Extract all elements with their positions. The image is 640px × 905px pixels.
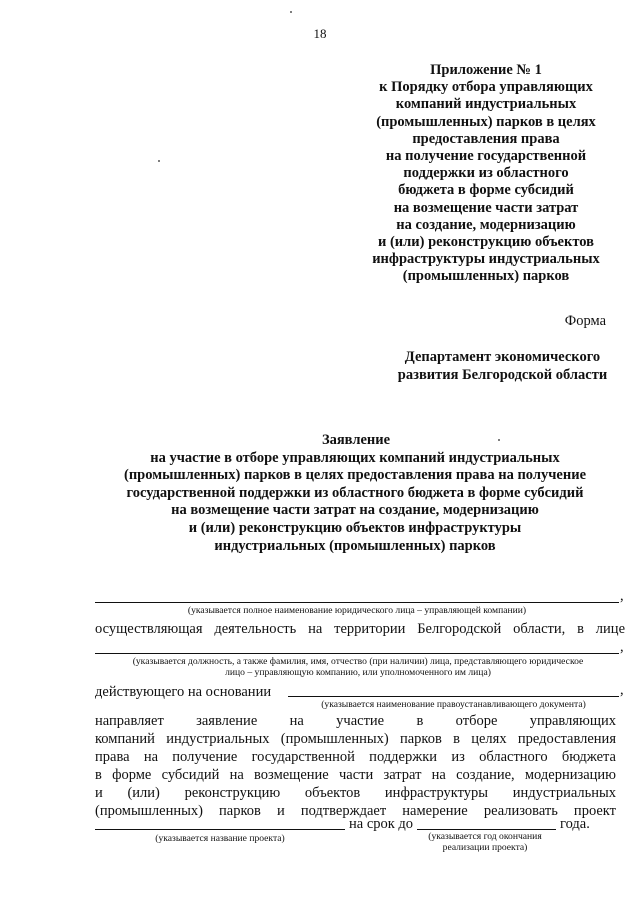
application-subtitle-line: индустриальных (промышленных) парков	[214, 537, 496, 554]
page-number: 18	[313, 26, 327, 41]
application-title: Заявление	[321, 432, 391, 448]
appendix-header	[355, 62, 617, 286]
end-year-caption-line: (указывается год окончания	[428, 831, 542, 842]
department-line: Департамент экономического	[404, 349, 601, 365]
form-label: Форма	[564, 313, 606, 329]
body-line: в форме субсидий на возмещение части затрат на создание, модернизацию	[95, 767, 616, 783]
company-name-field[interactable]	[95, 602, 619, 603]
appendix-line: (промышленных) парков	[402, 268, 570, 285]
appendix-line: бюджета в форме субсидий	[398, 182, 574, 199]
end-year-caption	[410, 831, 560, 853]
appendix-line: на возмещение части затрат	[393, 199, 579, 216]
basis-document-caption: (указывается наименование правоустанавливающего документа)	[321, 699, 586, 710]
appendix-line: к Порядку отбора управляющих	[379, 79, 593, 96]
year-suffix: года.	[560, 816, 590, 832]
appendix-line: предоставления права	[412, 130, 560, 147]
representative-caption-line: лицо – управляющую компанию, или уполномоченного им лица)	[225, 667, 491, 678]
scan-speck	[158, 160, 160, 162]
appendix-title: Приложение № 1	[430, 62, 542, 78]
appendix-line: поддержки из областного	[403, 165, 569, 182]
comma: ,	[620, 639, 624, 655]
company-name-caption: (указывается полное наименование юридического лица – управляющей компании)	[187, 605, 527, 616]
application-subtitle-line: (промышленных) парков в целях предоставления права на получение	[123, 467, 587, 484]
body-line: права на получение государственной поддержки из областного бюджета	[95, 749, 616, 765]
representative-field[interactable]	[95, 653, 619, 654]
appendix-line: (промышленных) парков в целях	[376, 113, 596, 130]
scan-speck	[498, 439, 500, 441]
body-line: компаний индустриальных (промышленных) парков в целях предоставления	[95, 731, 616, 747]
application-subtitle-line: на участие в отборе управляющих компаний индустриальных	[150, 449, 560, 466]
representative-caption-line: (указывается должность, а также фамилия, имя, отчество (при наличии) лица, представляющего юридическое	[132, 656, 584, 667]
application-title-block	[90, 432, 620, 555]
basis-label: действующего на основании	[95, 684, 272, 700]
application-body	[95, 712, 616, 820]
appendix-line: и (или) реконструкцию объектов	[377, 234, 595, 251]
comma: ,	[620, 682, 624, 698]
project-name-caption: (указывается название проекта)	[155, 833, 285, 844]
project-name-field[interactable]	[95, 829, 345, 830]
term-label: на срок до	[349, 816, 414, 832]
activity-text: осуществляющая деятельность на территории Белгородской области, в лице	[95, 621, 625, 637]
department-addressee	[375, 348, 630, 384]
appendix-line: компаний индустриальных	[395, 96, 577, 113]
department-line: развития Белгородской области	[397, 367, 608, 383]
application-subtitle-line: и (или) реконструкцию объектов инфраструктуры	[188, 519, 522, 536]
representative-caption	[88, 656, 628, 678]
comma: ,	[620, 588, 624, 604]
application-subtitle-line: на возмещение части затрат на создание, модернизацию	[171, 502, 539, 519]
application-subtitle-line: государственной поддержки из областного бюджета в форме субсидий	[126, 484, 584, 501]
appendix-line: на создание, модернизацию	[396, 216, 576, 233]
appendix-line: инфраструктуры индустриальных	[372, 251, 600, 268]
end-year-caption-line: реализации проекта)	[442, 842, 528, 853]
body-line: направляет заявление на участие в отборе управляющих	[95, 713, 616, 729]
basis-document-field[interactable]	[288, 696, 619, 697]
body-line: (промышленных) парков и подтверждает намерение реализовать проект	[95, 803, 616, 819]
body-line: и (или) реконструкцию объектов инфраструктуры индустриальных	[95, 785, 616, 801]
scan-speck	[290, 11, 292, 13]
end-year-field[interactable]	[417, 829, 556, 830]
appendix-line: на получение государственной	[385, 148, 587, 165]
